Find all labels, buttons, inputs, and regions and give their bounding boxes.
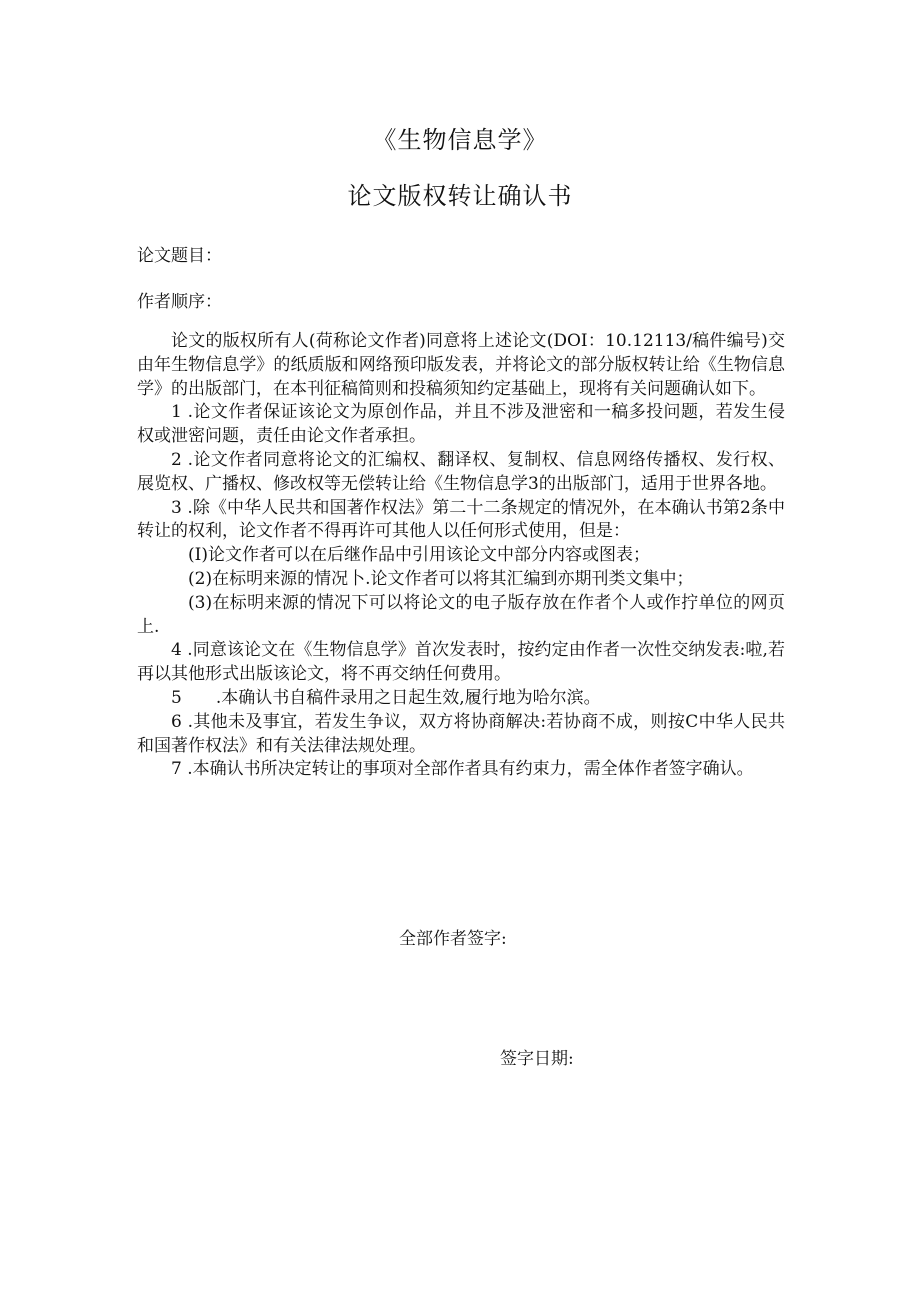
paper-title-label: 论文题目： bbox=[137, 246, 222, 266]
journal-name: 《生物信息学》 bbox=[372, 126, 548, 154]
clause-3-item-3: (3)在标明来源的情况下可以将论文的电子版存放在作者个人或作拧单位的网页上. bbox=[137, 592, 785, 637]
clause-3-item-2: (2)在标明来源的情况卜.论文作者可以将其汇编到亦期刊类文集中； bbox=[188, 568, 694, 589]
signature-date-label: 签字日期: bbox=[500, 1049, 574, 1069]
clause-4: 4 .同意该论文在《生物信息学》首次发表时，按约定由作者一次性交纳发表:啦,若再以其他形式出版该论文，将不再交纳任何费用。 bbox=[137, 640, 785, 685]
clause-7: 7 .本确认书所决定转让的事项对全部作者具有约束力，需全体作者签字确认。 bbox=[171, 759, 754, 780]
clause-2: 2 .论文作者同意将论文的汇编权、翻译权、复制权、信息网络传播权、发行权、展览权、广播权、修改权等无偿转让给《生物信息学3的出版部门，适用于世界各地。 bbox=[137, 449, 785, 494]
clause-5: 5 .本确认书自稿件录用之日起生效,履行地为哈尔滨。 bbox=[171, 687, 601, 708]
clause-6: 6 .其他未及事宜，若发生争议，双方将协商解决:若协商不成，则按C中华人民共和国著作权法》和有关法律法规处理。 bbox=[137, 711, 785, 756]
clause-1: 1 .论文作者保证该论文为原创作品，并且不涉及泄密和一稿多投问题，若发生侵权或泄密问题，责任由论文作者承担。 bbox=[137, 402, 785, 447]
all-authors-signature-label: 全部作者签字: bbox=[399, 929, 507, 949]
document-title: 论文版权转让确认书 bbox=[347, 182, 573, 210]
clause-3-item-1: (I)论文作者可以在后继作品中引用该论文中部分内容或图表； bbox=[188, 545, 650, 566]
intro-paragraph: 论文的版权所有人(荷称论文作者)同意将上述论文(DOI：10.12113/稿件编号)交由年生物信息学》的纸质版和网络预印版发表，并将论文的部分版权转让给《生物信息学》的出版部门，在本刊征稿简则和投稿须知约定基础上，现将有关问题确认如下。 bbox=[137, 331, 785, 399]
author-order-label: 作者顺序： bbox=[137, 292, 222, 312]
clause-3: 3 .除《中华人民共和国著作权法》第二十二条规定的情况外，在本确认书第2条中转让的权利，论文作者不得再许可其他人以任何形式使用，但是： bbox=[137, 497, 785, 542]
agreement-body bbox=[137, 330, 785, 782]
